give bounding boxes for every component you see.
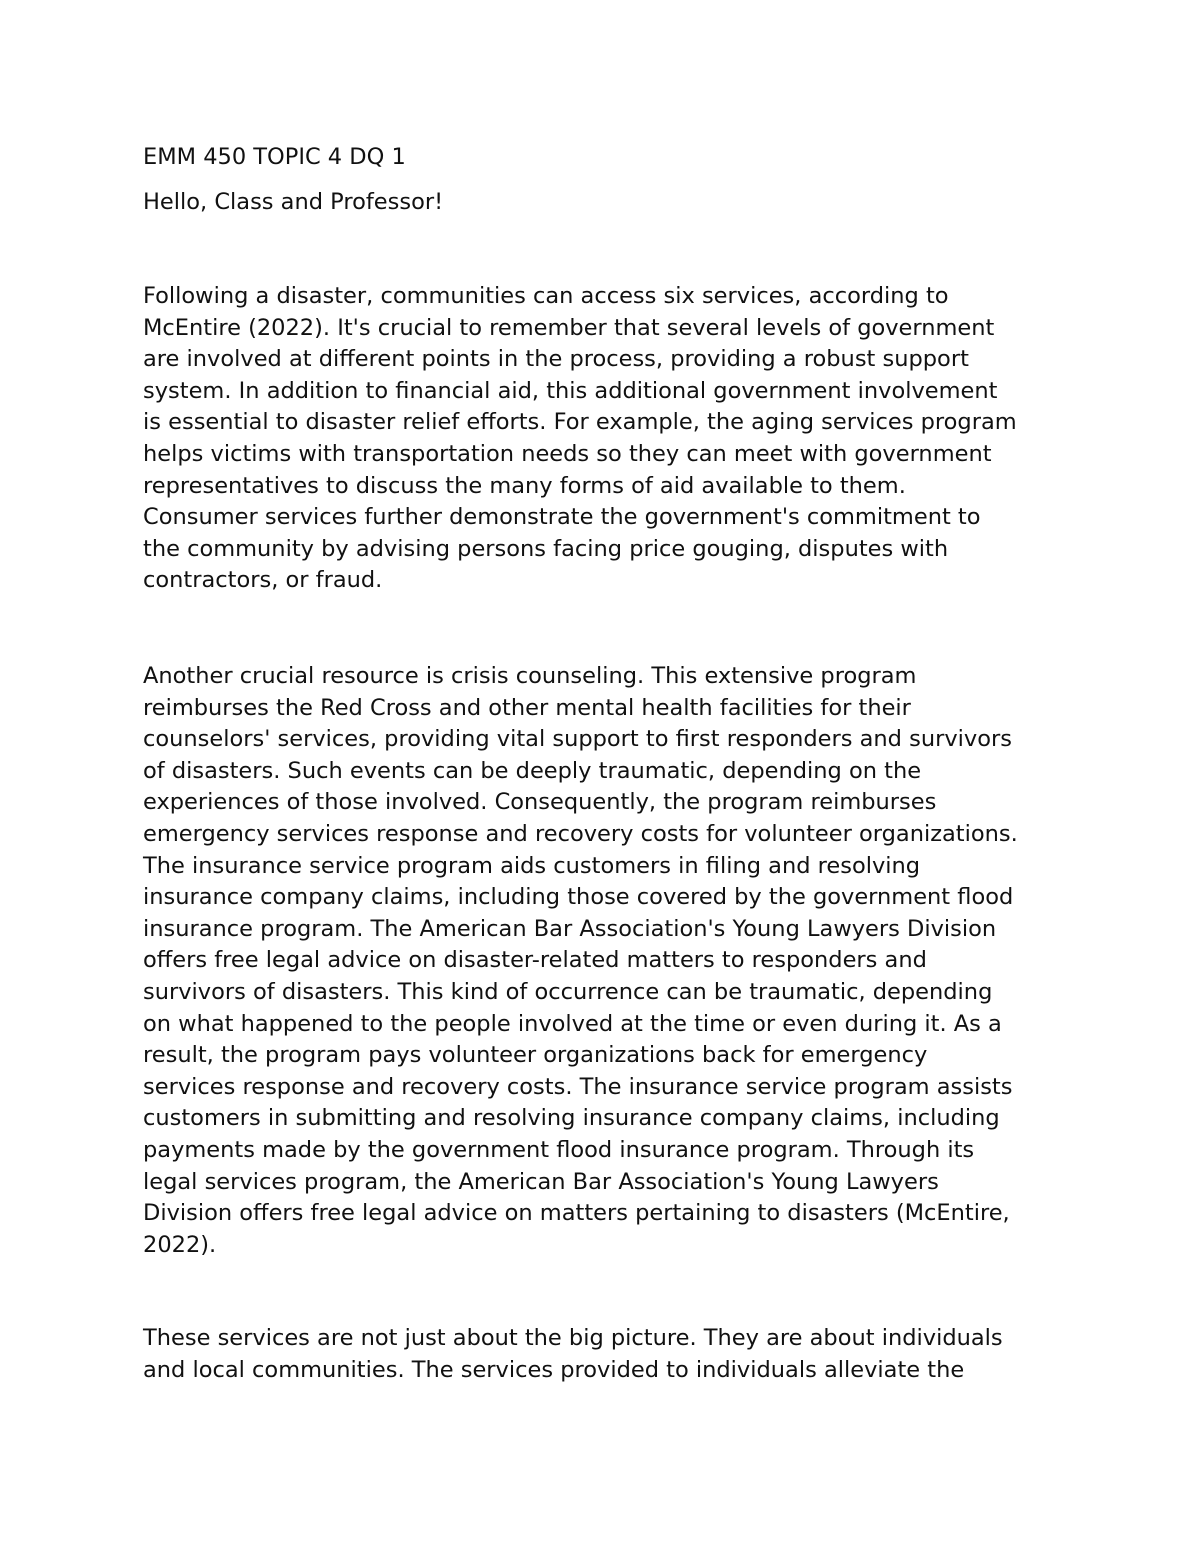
paragraph-line: offers free legal advice on disaster-related matters to responders and — [143, 947, 927, 974]
paragraph-line: and local communities. The services provided to individuals alleviate the — [143, 1356, 965, 1383]
paragraph-line: The insurance service program aids customers in filing and resolving — [143, 852, 921, 879]
paragraph-2 — [143, 661, 1083, 1261]
paragraph-line: 2022). — [143, 1231, 217, 1258]
paragraph-line: of disasters. Such events can be deeply traumatic, depending on the — [143, 757, 922, 784]
greeting: Hello, Class and Professor! — [143, 189, 444, 215]
paragraph-line: customers in submitting and resolving insurance company claims, including — [143, 1105, 1000, 1132]
paragraph-line: services response and recovery costs. The insurance service program assists — [143, 1073, 1013, 1100]
paragraph-line: legal services program, the American Bar Association's Young Lawyers — [143, 1168, 939, 1195]
paragraph-1 — [143, 281, 1083, 597]
paragraph-line: insurance company claims, including those covered by the government flood — [143, 884, 1014, 911]
paragraph-line: Another crucial resource is crisis counseling. This extensive program — [143, 663, 917, 689]
paragraph-line: emergency services response and recovery costs for volunteer organizations. — [143, 820, 1018, 847]
paragraph-line: reimburses the Red Cross and other mental health facilities for their — [143, 694, 911, 721]
paragraph-line: on what happened to the people involved at the time or even during it. As a — [143, 1010, 1002, 1037]
paragraph-line: McEntire (2022). It's crucial to remember that several levels of government — [143, 314, 995, 341]
paragraph-line: result, the program pays volunteer organizations back for emergency — [143, 1042, 928, 1069]
paragraph-line: insurance program. The American Bar Association's Young Lawyers Division — [143, 915, 997, 942]
paragraph-line: is essential to disaster relief efforts. For example, the aging services program — [143, 409, 1017, 436]
paragraph-line: are involved at different points in the process, providing a robust support — [143, 346, 969, 373]
paragraph-line: helps victims with transportation needs so they can meet with government — [143, 440, 992, 467]
paragraph-line: Following a disaster, communities can access six services, according to — [143, 283, 949, 309]
paragraph-line: payments made by the government flood insurance program. Through its — [143, 1136, 975, 1163]
paragraph-line: contractors, or fraud. — [143, 567, 383, 594]
paragraph-line: the community by advising persons facing price gouging, disputes with — [143, 535, 949, 562]
paragraph-line: system. In addition to financial aid, this additional government involvement — [143, 377, 998, 404]
paragraph-line: counselors' services, providing vital support to first responders and survivors — [143, 726, 1012, 753]
paragraph-line: representatives to discuss the many forms of aid available to them. — [143, 472, 906, 499]
paragraph-line: Division offers free legal advice on matters pertaining to disasters (McEntire, — [143, 1200, 1010, 1227]
paragraph-line: Consumer services further demonstrate the government's commitment to — [143, 504, 981, 531]
document-title: EMM 450 TOPIC 4 DQ 1 — [143, 144, 406, 170]
paragraph-line: These services are not just about the big picture. They are about individuals — [143, 1325, 1003, 1351]
paragraph-line: experiences of those involved. Consequently, the program reimburses — [143, 789, 937, 816]
paragraph-3 — [143, 1323, 1083, 1386]
paragraph-line: survivors of disasters. This kind of occurrence can be traumatic, depending — [143, 978, 993, 1005]
